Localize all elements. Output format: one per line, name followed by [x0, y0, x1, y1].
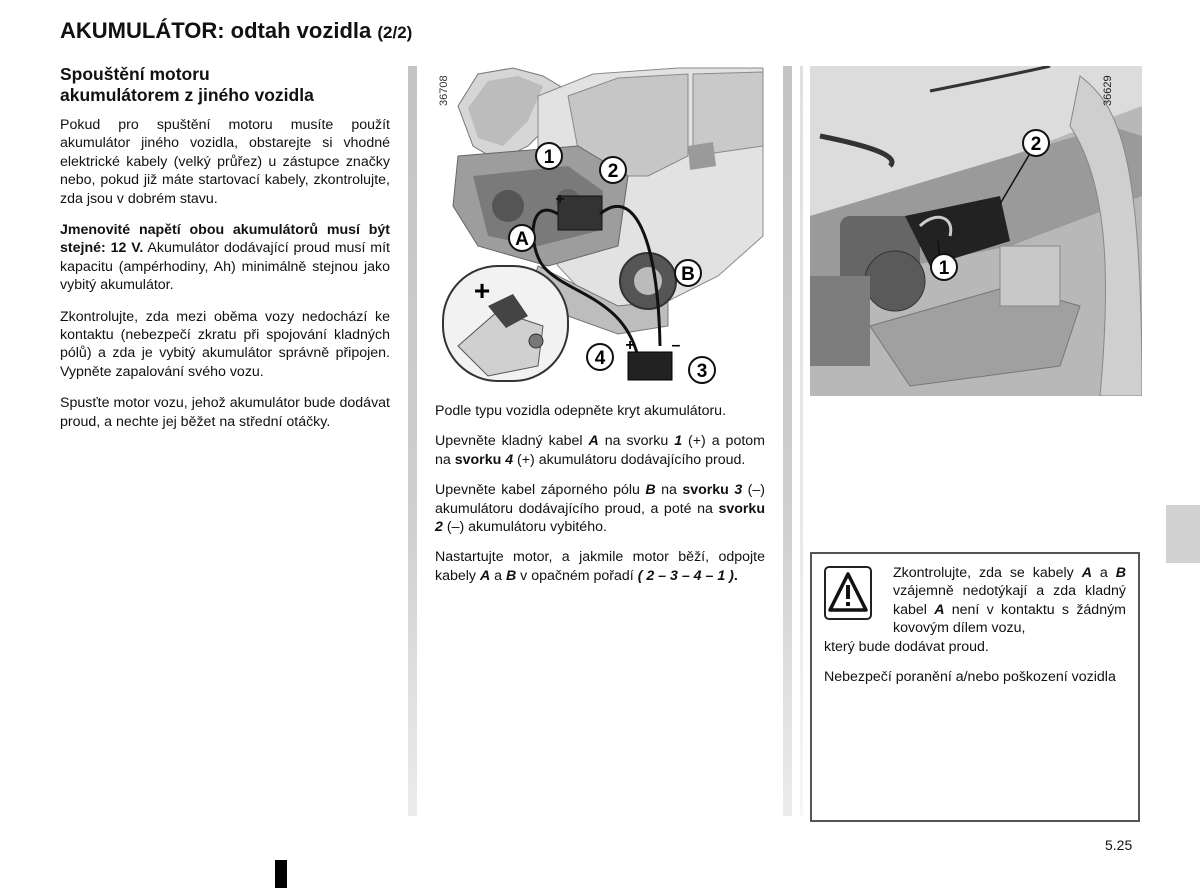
- terminal-word: svorku: [718, 500, 765, 517]
- instruction-disconnect: [435, 548, 765, 585]
- cable-a-ref: A: [1081, 565, 1092, 581]
- text-run: na: [655, 482, 683, 499]
- text-run: Upevněte kladný kabel: [435, 433, 589, 450]
- text-run: Zkontrolujte, zda se kabely: [893, 565, 1082, 581]
- engine-plus-sign: +: [555, 191, 565, 208]
- instruction-negative-cable: [435, 481, 765, 536]
- page-title-suffix: (2/2): [377, 23, 413, 42]
- voltage-rest: Akumulátor dodávající proud musí mít kapacitu (ampérhodiny, Ah) minimálně stejnou jako vybitý akumulátor.: [60, 240, 390, 294]
- donor-minus-sign: –: [671, 337, 681, 354]
- instruction-positive-cable: [435, 432, 765, 469]
- text-run: na svorku: [598, 433, 675, 450]
- terminal-2-ref: 2: [435, 519, 443, 536]
- text-run: (–) akumulátoru dodávajícího proud, a poté na: [435, 482, 765, 517]
- callout-2: 2: [607, 161, 619, 182]
- terminal-word: svorku: [454, 451, 502, 468]
- warning-text-continued: který bude dodávat proud.: [824, 638, 989, 655]
- text-run: a: [1091, 565, 1116, 581]
- callout-4: 4: [594, 348, 606, 369]
- callout-battery-1: 1: [938, 258, 950, 279]
- donor-plus-sign: +: [625, 337, 635, 354]
- text-run: Upevněte kabel záporného pólu: [435, 482, 646, 499]
- detail-plus-sign: +: [473, 275, 491, 306]
- terminal-3-ref: 3: [734, 482, 743, 499]
- paragraph-cables: Pokud pro spuštění motoru musíte použít akumulátor jiného vozidla, obstarejte si vhodné elektrické kabely (velký průřez) u zástupce značky nebo, pokud již máte startovací kabely, zkontrolujte, zda jsou v dobrém stavu.: [60, 117, 390, 207]
- page-number: 5.25: [1105, 837, 1133, 853]
- callout-b: B: [681, 264, 695, 285]
- chapter-tab: [1166, 505, 1200, 563]
- callout-a: A: [515, 229, 529, 250]
- page-title: [60, 18, 412, 44]
- text-run: Nastartujte motor, a jakmile motor běží, odpojte kabely: [435, 549, 765, 584]
- print-marker: [275, 860, 287, 888]
- text-run: v opačném pořadí: [516, 567, 638, 584]
- battery-location-illustration: [810, 66, 1142, 396]
- section-title: [60, 64, 390, 106]
- text-run: (–) akumulátoru vybitého.: [442, 519, 607, 536]
- terminal-1-ref: 1: [674, 433, 683, 450]
- callout-battery-2: 2: [1030, 134, 1042, 155]
- column-divider: [408, 66, 417, 816]
- middle-column: [435, 402, 765, 597]
- terminal-word: svorku: [682, 482, 729, 499]
- warning-danger: Nebezpečí poranění a/nebo poškození vozidla: [824, 669, 1116, 686]
- jump-start-illustration: [418, 66, 766, 394]
- warning-box: [810, 552, 1140, 822]
- voltage-bold: Jmenovité napětí obou akumulátorů musí být stejné: 12 V.: [60, 222, 390, 257]
- left-column: [60, 64, 390, 444]
- cable-a-ref: A: [588, 433, 599, 450]
- cable-b-ref: B: [645, 482, 656, 499]
- text-run: není v kontaktu s žádným kovovým dílem vozu,: [893, 601, 1126, 637]
- section-title-line2: akumulátorem z jiného vozidla: [60, 85, 314, 105]
- terminal-4-ref: 4: [505, 451, 514, 468]
- paragraph-voltage: [60, 221, 390, 295]
- paragraph-contact: Zkontrolujte, zda mezi oběma vozy nedochází ke kontaktu (nebezpečí zkratu při spojování kladných pólů) a zda je vybitý akumulátor správně připojen. Vypněte zapalování svého vozu.: [60, 308, 390, 380]
- illustration-code: 36629: [1102, 75, 1114, 106]
- callout-1: 1: [543, 147, 555, 168]
- paragraph-start-engine: Spusťte motor vozu, jehož akumulátor bude dodávat proud, a nechte jej běžet na střední otáčky.: [60, 395, 390, 430]
- illustration-code: 36708: [438, 75, 450, 106]
- text-run: vzájemně nedotýkají a zda kladný kabel: [893, 583, 1126, 618]
- page-title-text: AKUMULÁTOR: odtah vozidla: [60, 18, 372, 43]
- column-divider: [783, 66, 792, 816]
- instruction-remove-cover: Podle typu vozidla odepněte kryt akumulátoru.: [435, 403, 727, 419]
- cable-a-ref: A: [479, 567, 491, 584]
- cable-b-ref: B: [1115, 565, 1126, 581]
- disconnect-order: ( 2 – 3 – 4 – 1 ): [637, 567, 734, 584]
- column-divider-thin: [800, 66, 803, 816]
- text-run: (+) akumulátoru dodávajícího proud.: [513, 451, 746, 468]
- text-run: a: [490, 567, 506, 584]
- text-run: .: [733, 567, 738, 584]
- cable-a-ref: A: [934, 601, 945, 618]
- warning-triangle-icon: [824, 566, 872, 620]
- text-run: (+) a potom na: [435, 433, 765, 468]
- callout-3: 3: [696, 361, 708, 382]
- section-title-line1: Spouštění motoru: [60, 64, 210, 84]
- cable-b-ref: B: [505, 567, 517, 584]
